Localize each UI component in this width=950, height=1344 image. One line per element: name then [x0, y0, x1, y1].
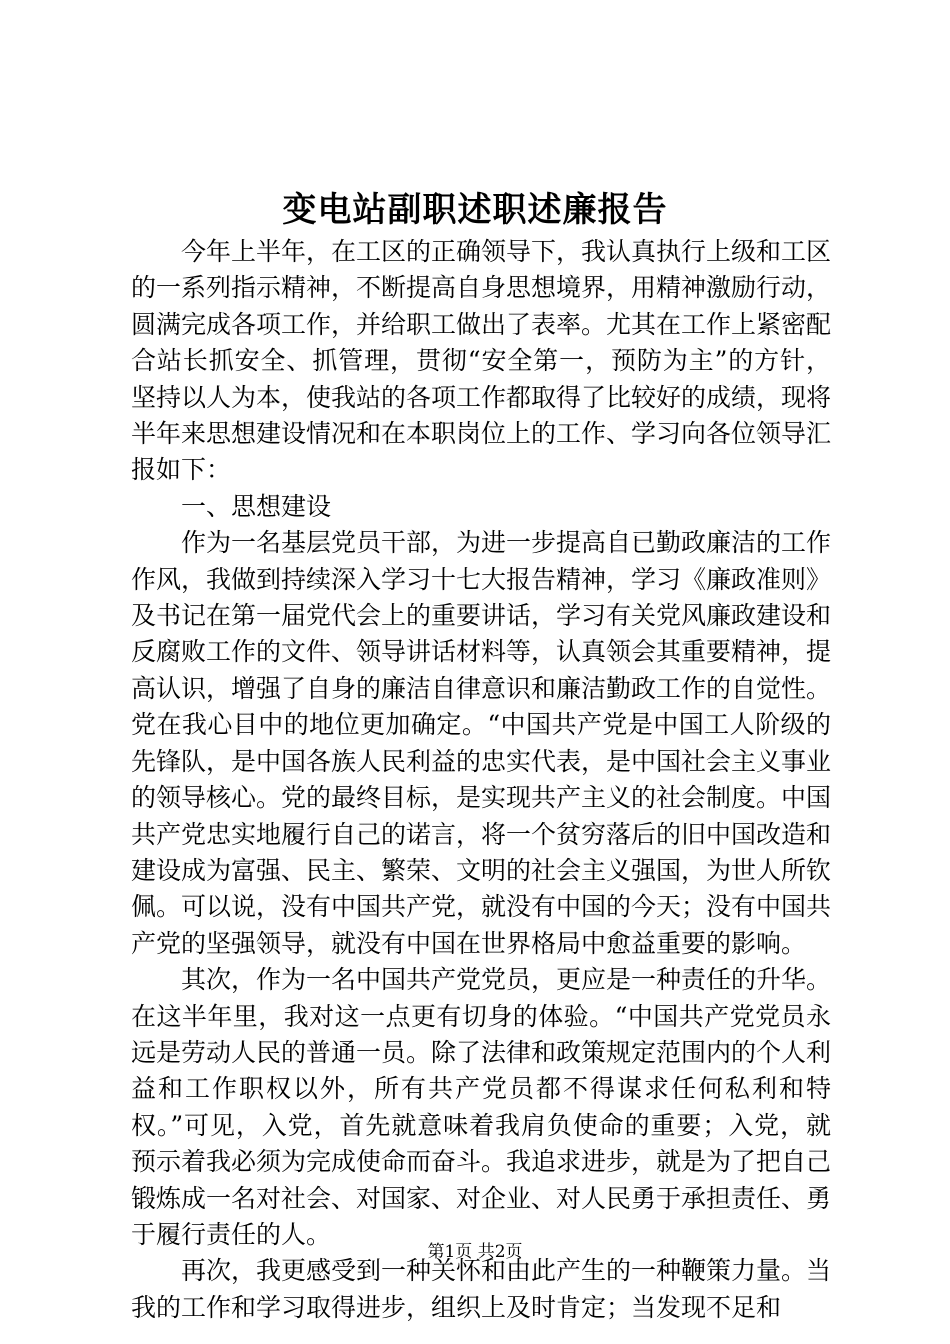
paragraph-intro: 今年上半年，在工区的正确领导下，我认真执行上级和工区的一系列指示精神，不断提高自身思想境界，用精神激励行动，圆满完成各项工作，并给职工做出了表率。尤其在工作上紧密配合站长抓安全、抓管理，贯彻“安全第一，预防为主”的方针，坚持以人为本，使我站的各项工作都取得了比较好的成绩，现将半年来思想建设情况和在本职岗位上的工作、学习向各位领导汇报如下： [131, 237, 832, 485]
document-body [131, 234, 831, 1326]
paragraph-responsibility: 其次，作为一名中国共产党党员，更应是一种责任的升华。在这半年里，我对这一点更有切身的体验。“中国共产党党员永远是劳动人民的普通一员。除了法律和政策规定范围内的个人利益和工作职权以外，所有共产党员都不得谋求任何私利和特权。”可见，入党，首先就意味着我肩负使命的重要；入党，就预示着我必须为完成使命而奋斗。我追求进步，就是为了把自己锻炼成一名对社会、对国家、对企业、对人民勇于承担责任、勇于履行责任的人。 [131, 965, 832, 1249]
paragraph-care: 再次，我更感受到一种关怀和由此产生的一种鞭策力量。当我的工作和学习取得进步，组织上及时肯定；当发现不足和 [131, 1256, 832, 1322]
document-title: 变电站副职述职述廉报告 [282, 190, 668, 230]
page-number-footer: 第1页 共2页 [427, 1242, 523, 1262]
section-heading-ideology: 一、思想建设 [181, 491, 332, 521]
paragraph-ideology: 作为一名基层党员干部，为进一步提高自已勤政廉洁的工作作风，我做到持续深入学习十七大报告精神，学习《廉政准则》及书记在第一届党代会上的重要讲话，学习有关党风廉政建设和反腐败工作的文件、领导讲话材料等，认真领会其重要精神，提高认识，增强了自身的廉洁自律意识和廉洁勤政工作的自觉性。党在我心目中的地位更加确定。“中国共产党是中国工人阶级的先锋队，是中国各族人民利益的忠实代表，是中国社会主义事业的领导核心。党的最终目标，是实现共产主义的社会制度。中国共产党忠实地履行自己的诺言，将一个贫穷落后的旧中国改造和建设成为富强、民主、繁荣、文明的社会主义强国，为世人所钦佩。可以说，没有中国共产党，就没有中国的今天；没有中国共产党的坚强领导，就没有中国在世界格局中愈益重要的影响。 [131, 528, 832, 958]
